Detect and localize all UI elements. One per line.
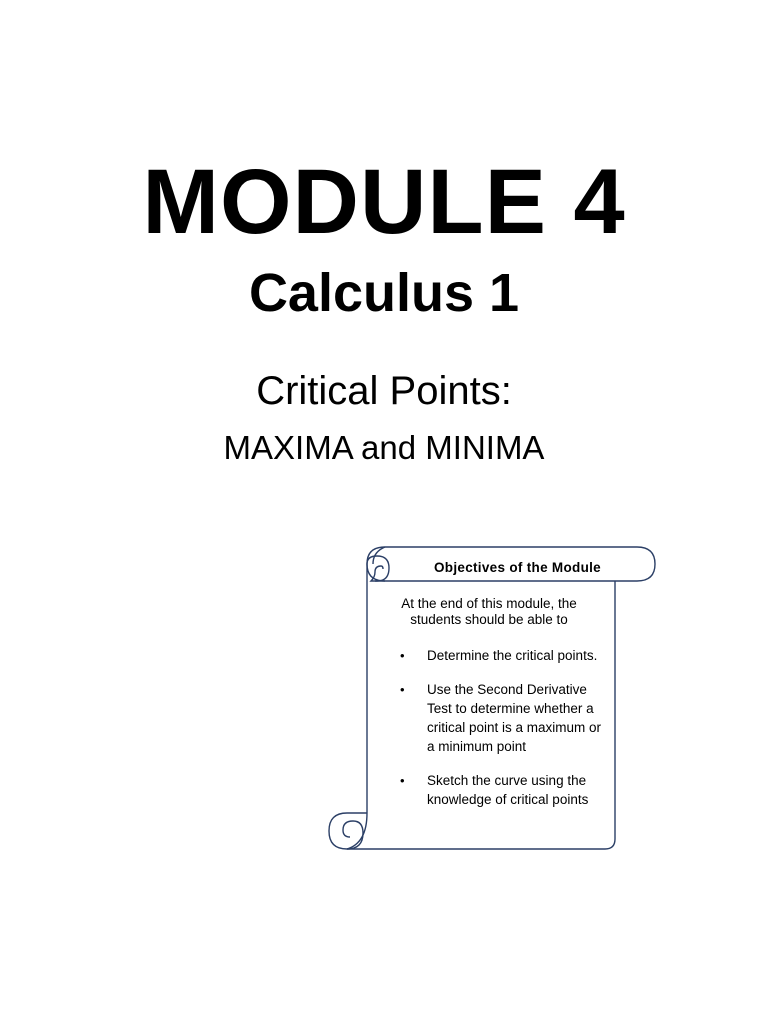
bullet-icon: • [400,682,405,697]
module-title: MODULE 4 [142,151,626,253]
bullet-icon: • [400,773,405,788]
objective-text: Use the Second Derivative Test to determine whether a critical point is a maximum or a minimum point [427,682,602,754]
objective-item [397,771,607,809]
objectives-intro: At the end of this module, the students should be able to [401,596,577,627]
course-subtitle: Calculus 1 [248,263,520,323]
objectives-list [397,646,607,824]
topic-subheading: MAXIMA and MINIMA [223,429,545,466]
objectives-header: Objectives of the Module [434,560,601,575]
objective-item [397,680,607,756]
objective-text: Determine the critical points. [427,648,598,663]
topic-heading: Critical Points: [256,369,512,413]
bullet-icon: • [400,648,405,663]
objective-item [397,646,607,665]
objective-text: Sketch the curve using the knowledge of critical points [427,773,589,807]
objectives-scroll [325,543,657,853]
